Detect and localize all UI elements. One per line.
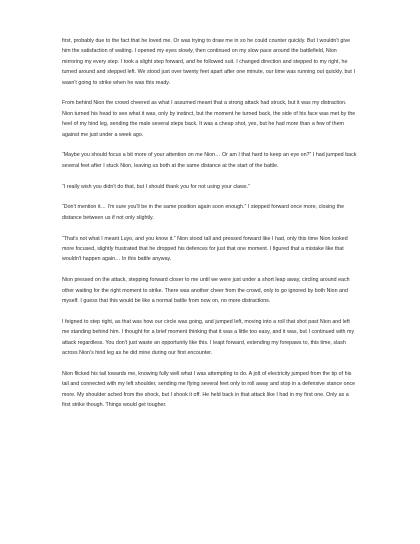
paragraph: “I really wish you didn't do that, but I should thank you for not using your claws.” (62, 183, 250, 190)
paragraph: Nion flicked his tail towards me, knowing fully well what I was attempting to do. A jolt of electricity jumped from the tip of his tail and connected with my left shoulder, sending me flying several feet only to roll away and stop in a defensive stance once more. My shoulder ached from the shock, but I shook it off. He held back in that attack like I had in my first one. Only as a first strike though. Things would get tougher. (62, 370, 356, 409)
paragraph: Nion pressed on the attack, stepping forward closer to me until we were just under a short leap away, circling around each other waiting for the right moment to strike. There was another cheer from the crowd, only to go ignored by both Nion and myself. I guess that this would be like a normal battle from now on, no more distractions. (62, 277, 350, 305)
paragraph: From behind Nion the crowd cheered as what I assumed meant that a strong attack had struck, but it was my distraction. Nion turned his head to see what it was, only by instinct, but the moment he turned back, the side of his face was met by the heel of my hind leg, sending the male several steps back. It was a cheap shot, yes, but he had more than a few of them against me just under a week ago. (62, 100, 356, 138)
paragraph: first, probably due to the fact that he loved me. Or was trying to draw me in so he could counter quickly. But I wouldn't give him the satisfaction of waiting. I opened my eyes slowly, then continued on my slow pace around the battlefield, Nion mirroring my every step. I took a slight step forward, and he followed suit. I changed direction and stepped to my right, he turned around and stepped left. We stood just over twenty feet apart after one minute, our time was running out quickly, but I wasn't going to strike when he was this ready. (62, 38, 355, 86)
paragraph: “That's not what I meant Luyo, and you know it.” Nion stood tall and pressed forward like I had, only this time Nion looked more focused, slightly frustrated that he dropped his defences for just that one moment. I figured that a mistake like that wouldn't happen again… In this battle anyway. (62, 235, 348, 263)
paragraph: I feigned to step right, as that was how our circle was going, and jumped left, moving into a roll that shot past Nion and left me standing behind him. I thought for a brief moment thinking that it was a little too easy, and it was, but I continued with my attack regardless. You don't just waste an opportunity like this. I leapt forward, extending my forepaws to, this time, slash across Nion's hind leg as he did mine during our first encounter. (62, 318, 355, 357)
paragraph: “Maybe you should focus a bit more of your attention on me Nion… Or am I that hard to keep an eye on?” I had jumped back several feet after I stuck Nion, leaving us both at the same distance at the start of the battle. (62, 152, 357, 169)
paragraph: “Don't mention it… I'm sure you'll be in the same position again soon enough.” I stepped forward once more, closing the distance between us if not only slightly. (62, 204, 345, 221)
